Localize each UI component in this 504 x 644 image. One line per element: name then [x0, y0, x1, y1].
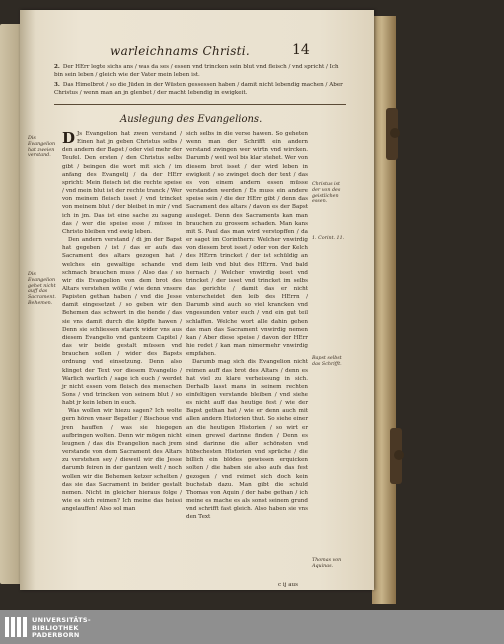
left-column	[62, 130, 182, 513]
paragraph	[62, 130, 182, 236]
paragraph: sich selbs in die verse hawen. So geheten wenn man der Schrifft ein andern verstand zwingen wer wirtn vnd wircken. Darumb / weil wol bis klar stehet. Wer von diesem brot isset / der wird leben in ewigkeit / so zwinget doch der text / das es von einem andern essen müsse verstanden werden / Es muss ein andere speise sein / die der HErr gibt / denn das Sacrament des altars / davon es der Bapst ausleget. Denn des Sacraments kan man brauchen zu grossem schaden. Man kans mit S. Paul das man wird verstopffen / da er saget im Corinthern: Welcher vnwirdig von diesem brot isset / oder von der Kelch des HErrn trincket / der ist schüldig an dem leib vnd blut des HErrn. Vnd bald hernach / Welcher vnwirdig isset vnd trincket / der isset vnd trincket im selbs das gerichte / damit das er nicht vnterscheidet den leib des HErrn / Darumb sind auch so viel krancken vnd vngesunden vnter euch / vnd ein gut teil schlaffen. Welche wort alle dahin gehen das man das Sacrament vnwirdig nemen kan / Aber diese speise / davon der HErr hie redet / kan man nimermehr vnwirdig empfahen.	[186, 131, 308, 358]
paragraph-text: Js Evangelion hat zwen verstand / Einen hat jn geben Christus selbs / den andern der Bapst / oder viel mehr der Teufel. Den ersten / den Christus selbs gibt / beingen die wort mit sich / im anfang des Evangelij / da der HErr spricht: Mein fleisch ist die rechte speise / vnd mein blut ist der rechte tranck / Wer von meinem fleisch isset / vnd trincket von meinem blut / der bleibet in mir / vnd ich in jm. Das ist eine sache zu sagung das / wer die speise esse / müsse in Christo bleiben vnd ewig leben.	[62, 131, 182, 235]
section-title: Auslegung des Evangelions.	[120, 114, 263, 125]
folio-number: 14	[292, 42, 310, 58]
paragraph: Darumb mag sich dis Evangelion nicht reimen auff das brot des Altars / denn es hat viel zu klare verheissung in sich. Derhalb lasst mans in seinem rechten einfeltigen verstande bleiben / vnd siehe es nicht auff das heutige fest / wie der Bapst gethan hat / wie er denn auch mit allen andern Historien thut. So siehe einer an die heutigen Historien / so wirt er einen grewel darinne finden / Denn es sind darinne die aller schönsten vnd hübschesten Historien vnd sprüche / die billich ein blödes gewissen erquicken solten / die haben sie also aufs das fest gezogen / vnd reimet sich doch kein buchstab dazu. Man gibt die schuld Thomas von Aquin / der habe gethan / ich meine es mache es als sonst seinem grund vnd schrifft fast gleich. Also haben sie vns den Text	[186, 359, 308, 521]
library-logo-icon	[4, 616, 28, 638]
verse-number: 3.	[54, 82, 60, 88]
verse-number: 2.	[54, 64, 60, 70]
margin-note-right: Thomas von Aquinas.	[312, 558, 342, 569]
verse-text: Das Himelbrot / so die Jüden in der Wüsten gessessen haben / damit nicht lebendig machen / Aber Christus / wenn man an jn glenbet / der macht lebendig in ewigkeit.	[54, 82, 343, 96]
library-line-2: BIBLIOTHEK	[32, 623, 79, 632]
running-head: warleichnams Christi.	[110, 44, 251, 58]
library-line-1: UNIVERSITÄTS-	[32, 616, 91, 624]
clasp-bottom	[390, 428, 402, 484]
right-column	[186, 130, 308, 522]
paragraph: Was wollen wir hiezu sagen? Ich wolte gern hören vnser Bepstler / Bischoue vnd jren hauffen / was sie hiegegen aufbringen wolten. Denn wir mögen nicht leugnen / das dis Evangelion nach jrem verstande von dem Sacrament des Altars zu verstehen sey / dieweil wir die Jesse darumb feiren in der gantzen welt / noch wollen wir die Behemen ketzer schelten / das sie das Sacrament in beider gestalt nemen. Nicht in gleicher hieraus folge / wie es sich reimen? Ich meine das heissi angelauffen! Also sol man	[62, 408, 182, 513]
verse-2	[54, 64, 344, 79]
catchword: c ij aus	[278, 582, 299, 588]
margin-note-left: Dis Evangelion gehet nicht auff das Sacrament. Behemen.	[28, 272, 56, 306]
margin-note-left: Dis Evangelion hat zweien verstand.	[28, 136, 56, 159]
margin-note-right: Bapst selbst das Schrifft.	[312, 356, 342, 367]
verse-text: Der HErr legte sichs ans / was da ses / essen vnd trincken sein blut vnd fleisch / vnd spricht / Ich bin sein leben / gleich wie der Vater mein leben ist.	[54, 64, 339, 78]
clasp-top	[386, 108, 398, 160]
drop-capital: D	[62, 129, 76, 147]
previous-page-fragment	[3, 134, 18, 194]
header-rule	[54, 104, 346, 105]
book-fore-edge	[372, 16, 396, 604]
paragraph: Den andern verstand / di jm der Bapst hat gegeben / ist / das er aufs das Sacrament des altars gezogen hat / welches ein gewaltige schande vnd schmach brauchen muss / Also das / so wir dis Evangelion von dem brot des Altars verstehen wölle / wie denn vnsere Papisten gethan haben / vnd die Jesse damit eingesetzet / so geben wir den Behemen das schwert in die hende / das sie vns damit durch die köpffe hawen / Denn sie schliessen starck wider vns aus diesem Evangelio vnd gantzem Capitel / das wir beide gestalt müssen vnd brauchen sollen / wider des Bapsts ordnung vnd einsetzung. Denn also klinget der Text vor diesem Evangelio / Warlich warlich / sage ich euch / werdet jr nicht essen vom fleisch des menschen Sons / vnd trincken von seinem blut / so habt jr kein leben in euch.	[62, 237, 182, 407]
margin-note-right: Christus ist der von des geistlichen essen.	[312, 182, 341, 205]
library-name	[32, 617, 91, 640]
verse-3	[54, 82, 344, 97]
library-line-3: PADERBORN	[32, 631, 80, 639]
previous-page-edge	[0, 24, 20, 584]
margin-note-right: 1. Corint. 11.	[312, 236, 345, 241]
